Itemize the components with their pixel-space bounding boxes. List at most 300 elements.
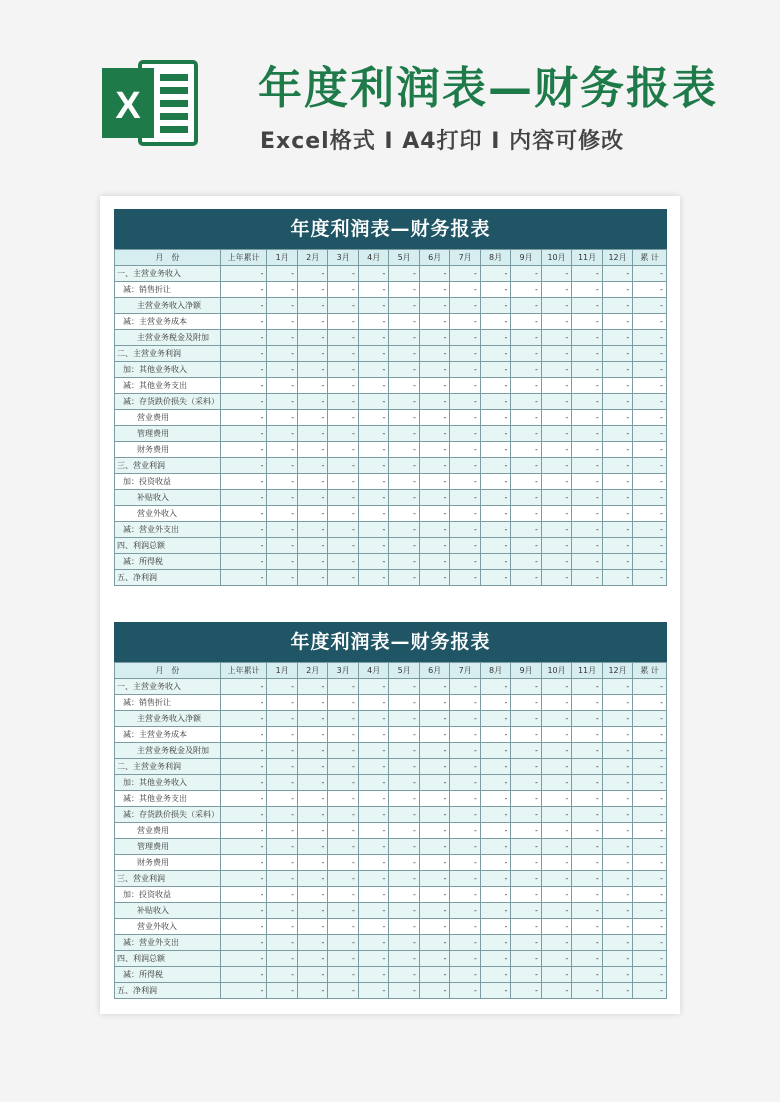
value-cell[interactable]: - [480, 759, 510, 775]
value-cell[interactable]: - [389, 935, 419, 951]
value-cell[interactable]: - [419, 506, 449, 522]
value-cell[interactable]: - [358, 983, 388, 999]
value-cell[interactable]: - [450, 298, 480, 314]
value-cell[interactable]: - [220, 570, 267, 586]
value-cell[interactable]: - [480, 679, 510, 695]
value-cell[interactable]: - [572, 554, 602, 570]
value-cell[interactable]: - [267, 807, 297, 823]
value-cell[interactable]: - [480, 458, 510, 474]
value-cell[interactable]: - [511, 967, 541, 983]
value-cell[interactable]: - [267, 791, 297, 807]
value-cell[interactable]: - [297, 967, 327, 983]
value-cell[interactable]: - [450, 330, 480, 346]
value-cell[interactable]: - [511, 759, 541, 775]
value-cell[interactable]: - [358, 839, 388, 855]
value-cell[interactable]: - [419, 394, 449, 410]
value-cell[interactable]: - [480, 474, 510, 490]
value-cell[interactable]: - [297, 522, 327, 538]
value-cell[interactable]: - [633, 919, 667, 935]
value-cell[interactable]: - [419, 442, 449, 458]
value-cell[interactable]: - [297, 410, 327, 426]
value-cell[interactable]: - [358, 775, 388, 791]
value-cell[interactable]: - [541, 314, 571, 330]
value-cell[interactable]: - [480, 426, 510, 442]
value-cell[interactable]: - [297, 711, 327, 727]
value-cell[interactable]: - [389, 330, 419, 346]
value-cell[interactable]: - [480, 522, 510, 538]
value-cell[interactable]: - [541, 791, 571, 807]
value-cell[interactable]: - [328, 458, 358, 474]
value-cell[interactable]: - [480, 983, 510, 999]
value-cell[interactable]: - [450, 506, 480, 522]
value-cell[interactable]: - [220, 951, 267, 967]
value-cell[interactable]: - [511, 410, 541, 426]
value-cell[interactable]: - [480, 442, 510, 458]
value-cell[interactable]: - [220, 839, 267, 855]
value-cell[interactable]: - [511, 871, 541, 887]
value-cell[interactable]: - [480, 935, 510, 951]
value-cell[interactable]: - [511, 727, 541, 743]
value-cell[interactable]: - [358, 346, 388, 362]
value-cell[interactable]: - [267, 394, 297, 410]
value-cell[interactable]: - [297, 474, 327, 490]
value-cell[interactable]: - [328, 903, 358, 919]
value-cell[interactable]: - [480, 314, 510, 330]
value-cell[interactable]: - [450, 743, 480, 759]
value-cell[interactable]: - [572, 743, 602, 759]
value-cell[interactable]: - [633, 362, 667, 378]
value-cell[interactable]: - [328, 394, 358, 410]
value-cell[interactable]: - [511, 743, 541, 759]
value-cell[interactable]: - [602, 727, 632, 743]
value-cell[interactable]: - [450, 378, 480, 394]
value-cell[interactable]: - [389, 346, 419, 362]
value-cell[interactable]: - [450, 791, 480, 807]
value-cell[interactable]: - [511, 791, 541, 807]
value-cell[interactable]: - [419, 807, 449, 823]
value-cell[interactable]: - [297, 775, 327, 791]
value-cell[interactable]: - [633, 346, 667, 362]
value-cell[interactable]: - [389, 775, 419, 791]
value-cell[interactable]: - [480, 839, 510, 855]
value-cell[interactable]: - [358, 570, 388, 586]
value-cell[interactable]: - [572, 711, 602, 727]
value-cell[interactable]: - [602, 871, 632, 887]
value-cell[interactable]: - [633, 983, 667, 999]
value-cell[interactable]: - [511, 679, 541, 695]
value-cell[interactable]: - [267, 983, 297, 999]
value-cell[interactable]: - [511, 394, 541, 410]
value-cell[interactable]: - [419, 346, 449, 362]
value-cell[interactable]: - [602, 522, 632, 538]
value-cell[interactable]: - [297, 951, 327, 967]
value-cell[interactable]: - [419, 871, 449, 887]
value-cell[interactable]: - [297, 554, 327, 570]
value-cell[interactable]: - [572, 266, 602, 282]
value-cell[interactable]: - [450, 935, 480, 951]
value-cell[interactable]: - [328, 506, 358, 522]
value-cell[interactable]: - [419, 330, 449, 346]
value-cell[interactable]: - [572, 855, 602, 871]
value-cell[interactable]: - [572, 887, 602, 903]
value-cell[interactable]: - [602, 983, 632, 999]
value-cell[interactable]: - [220, 775, 267, 791]
value-cell[interactable]: - [389, 695, 419, 711]
value-cell[interactable]: - [297, 490, 327, 506]
value-cell[interactable]: - [450, 474, 480, 490]
value-cell[interactable]: - [419, 570, 449, 586]
value-cell[interactable]: - [419, 791, 449, 807]
value-cell[interactable]: - [419, 554, 449, 570]
value-cell[interactable]: - [541, 711, 571, 727]
value-cell[interactable]: - [602, 346, 632, 362]
value-cell[interactable]: - [450, 266, 480, 282]
value-cell[interactable]: - [511, 554, 541, 570]
value-cell[interactable]: - [220, 983, 267, 999]
value-cell[interactable]: - [220, 506, 267, 522]
value-cell[interactable]: - [480, 727, 510, 743]
value-cell[interactable]: - [511, 538, 541, 554]
value-cell[interactable]: - [480, 410, 510, 426]
value-cell[interactable]: - [572, 903, 602, 919]
value-cell[interactable]: - [572, 759, 602, 775]
value-cell[interactable]: - [267, 711, 297, 727]
value-cell[interactable]: - [297, 727, 327, 743]
value-cell[interactable]: - [328, 711, 358, 727]
value-cell[interactable]: - [633, 791, 667, 807]
value-cell[interactable]: - [220, 314, 267, 330]
value-cell[interactable]: - [328, 490, 358, 506]
value-cell[interactable]: - [389, 743, 419, 759]
value-cell[interactable]: - [328, 823, 358, 839]
value-cell[interactable]: - [267, 727, 297, 743]
value-cell[interactable]: - [602, 791, 632, 807]
value-cell[interactable]: - [328, 282, 358, 298]
value-cell[interactable]: - [633, 775, 667, 791]
value-cell[interactable]: - [267, 695, 297, 711]
value-cell[interactable]: - [267, 887, 297, 903]
value-cell[interactable]: - [297, 679, 327, 695]
value-cell[interactable]: - [602, 759, 632, 775]
value-cell[interactable]: - [480, 823, 510, 839]
value-cell[interactable]: - [389, 759, 419, 775]
value-cell[interactable]: - [328, 442, 358, 458]
value-cell[interactable]: - [328, 791, 358, 807]
value-cell[interactable]: - [633, 823, 667, 839]
value-cell[interactable]: - [602, 442, 632, 458]
value-cell[interactable]: - [633, 314, 667, 330]
value-cell[interactable]: - [358, 298, 388, 314]
value-cell[interactable]: - [220, 394, 267, 410]
value-cell[interactable]: - [633, 554, 667, 570]
value-cell[interactable]: - [480, 538, 510, 554]
value-cell[interactable]: - [358, 887, 388, 903]
value-cell[interactable]: - [633, 951, 667, 967]
value-cell[interactable]: - [328, 554, 358, 570]
value-cell[interactable]: - [220, 410, 267, 426]
value-cell[interactable]: - [541, 807, 571, 823]
value-cell[interactable]: - [328, 807, 358, 823]
value-cell[interactable]: - [511, 711, 541, 727]
value-cell[interactable]: - [541, 538, 571, 554]
value-cell[interactable]: - [220, 282, 267, 298]
value-cell[interactable]: - [297, 807, 327, 823]
value-cell[interactable]: - [267, 458, 297, 474]
value-cell[interactable]: - [541, 490, 571, 506]
value-cell[interactable]: - [511, 855, 541, 871]
value-cell[interactable]: - [358, 807, 388, 823]
value-cell[interactable]: - [358, 871, 388, 887]
value-cell[interactable]: - [511, 298, 541, 314]
value-cell[interactable]: - [389, 823, 419, 839]
value-cell[interactable]: - [358, 919, 388, 935]
value-cell[interactable]: - [572, 951, 602, 967]
value-cell[interactable]: - [541, 919, 571, 935]
value-cell[interactable]: - [450, 522, 480, 538]
value-cell[interactable]: - [480, 266, 510, 282]
value-cell[interactable]: - [602, 967, 632, 983]
value-cell[interactable]: - [450, 679, 480, 695]
value-cell[interactable]: - [358, 506, 388, 522]
value-cell[interactable]: - [602, 298, 632, 314]
value-cell[interactable]: - [633, 458, 667, 474]
value-cell[interactable]: - [602, 314, 632, 330]
value-cell[interactable]: - [389, 442, 419, 458]
value-cell[interactable]: - [419, 522, 449, 538]
value-cell[interactable]: - [572, 506, 602, 522]
value-cell[interactable]: - [419, 282, 449, 298]
value-cell[interactable]: - [389, 474, 419, 490]
value-cell[interactable]: - [328, 410, 358, 426]
value-cell[interactable]: - [419, 951, 449, 967]
value-cell[interactable]: - [220, 871, 267, 887]
value-cell[interactable]: - [633, 887, 667, 903]
value-cell[interactable]: - [328, 426, 358, 442]
value-cell[interactable]: - [511, 951, 541, 967]
value-cell[interactable]: - [480, 871, 510, 887]
value-cell[interactable]: - [297, 935, 327, 951]
value-cell[interactable]: - [511, 458, 541, 474]
value-cell[interactable]: - [511, 330, 541, 346]
value-cell[interactable]: - [297, 823, 327, 839]
value-cell[interactable]: - [602, 458, 632, 474]
value-cell[interactable]: - [328, 378, 358, 394]
value-cell[interactable]: - [633, 903, 667, 919]
value-cell[interactable]: - [389, 951, 419, 967]
value-cell[interactable]: - [267, 935, 297, 951]
value-cell[interactable]: - [633, 394, 667, 410]
value-cell[interactable]: - [480, 346, 510, 362]
value-cell[interactable]: - [480, 967, 510, 983]
value-cell[interactable]: - [602, 362, 632, 378]
value-cell[interactable]: - [358, 474, 388, 490]
value-cell[interactable]: - [511, 314, 541, 330]
value-cell[interactable]: - [450, 362, 480, 378]
value-cell[interactable]: - [541, 346, 571, 362]
value-cell[interactable]: - [297, 442, 327, 458]
value-cell[interactable]: - [297, 538, 327, 554]
value-cell[interactable]: - [389, 266, 419, 282]
value-cell[interactable]: - [328, 855, 358, 871]
value-cell[interactable]: - [220, 346, 267, 362]
value-cell[interactable]: - [511, 362, 541, 378]
value-cell[interactable]: - [602, 935, 632, 951]
value-cell[interactable]: - [389, 378, 419, 394]
value-cell[interactable]: - [358, 759, 388, 775]
value-cell[interactable]: - [419, 490, 449, 506]
value-cell[interactable]: - [602, 554, 632, 570]
value-cell[interactable]: - [450, 410, 480, 426]
value-cell[interactable]: - [541, 759, 571, 775]
value-cell[interactable]: - [297, 426, 327, 442]
value-cell[interactable]: - [358, 903, 388, 919]
value-cell[interactable]: - [297, 570, 327, 586]
value-cell[interactable]: - [450, 727, 480, 743]
value-cell[interactable]: - [297, 330, 327, 346]
value-cell[interactable]: - [602, 807, 632, 823]
value-cell[interactable]: - [220, 695, 267, 711]
value-cell[interactable]: - [389, 554, 419, 570]
value-cell[interactable]: - [220, 378, 267, 394]
value-cell[interactable]: - [358, 743, 388, 759]
value-cell[interactable]: - [220, 791, 267, 807]
value-cell[interactable]: - [220, 490, 267, 506]
value-cell[interactable]: - [450, 759, 480, 775]
value-cell[interactable]: - [267, 538, 297, 554]
value-cell[interactable]: - [220, 538, 267, 554]
value-cell[interactable]: - [389, 410, 419, 426]
value-cell[interactable]: - [633, 807, 667, 823]
value-cell[interactable]: - [297, 855, 327, 871]
value-cell[interactable]: - [389, 983, 419, 999]
value-cell[interactable]: - [297, 887, 327, 903]
value-cell[interactable]: - [450, 887, 480, 903]
value-cell[interactable]: - [572, 807, 602, 823]
value-cell[interactable]: - [450, 871, 480, 887]
value-cell[interactable]: - [267, 410, 297, 426]
value-cell[interactable]: - [267, 442, 297, 458]
value-cell[interactable]: - [358, 727, 388, 743]
value-cell[interactable]: - [358, 330, 388, 346]
value-cell[interactable]: - [389, 538, 419, 554]
value-cell[interactable]: - [358, 442, 388, 458]
value-cell[interactable]: - [389, 807, 419, 823]
value-cell[interactable]: - [572, 474, 602, 490]
value-cell[interactable]: - [541, 442, 571, 458]
value-cell[interactable]: - [480, 298, 510, 314]
value-cell[interactable]: - [267, 759, 297, 775]
value-cell[interactable]: - [541, 330, 571, 346]
value-cell[interactable]: - [572, 490, 602, 506]
value-cell[interactable]: - [358, 282, 388, 298]
value-cell[interactable]: - [220, 426, 267, 442]
value-cell[interactable]: - [511, 903, 541, 919]
value-cell[interactable]: - [419, 967, 449, 983]
value-cell[interactable]: - [419, 378, 449, 394]
value-cell[interactable]: - [450, 314, 480, 330]
value-cell[interactable]: - [389, 871, 419, 887]
value-cell[interactable]: - [419, 727, 449, 743]
value-cell[interactable]: - [328, 871, 358, 887]
value-cell[interactable]: - [419, 458, 449, 474]
value-cell[interactable]: - [511, 775, 541, 791]
value-cell[interactable]: - [511, 426, 541, 442]
value-cell[interactable]: - [419, 919, 449, 935]
value-cell[interactable]: - [572, 791, 602, 807]
value-cell[interactable]: - [541, 474, 571, 490]
value-cell[interactable]: - [220, 935, 267, 951]
value-cell[interactable]: - [602, 951, 632, 967]
value-cell[interactable]: - [297, 743, 327, 759]
value-cell[interactable]: - [419, 474, 449, 490]
value-cell[interactable]: - [419, 362, 449, 378]
value-cell[interactable]: - [541, 410, 571, 426]
value-cell[interactable]: - [633, 298, 667, 314]
value-cell[interactable]: - [358, 679, 388, 695]
value-cell[interactable]: - [572, 919, 602, 935]
value-cell[interactable]: - [541, 967, 571, 983]
value-cell[interactable]: - [572, 679, 602, 695]
value-cell[interactable]: - [220, 458, 267, 474]
value-cell[interactable]: - [572, 538, 602, 554]
value-cell[interactable]: - [450, 951, 480, 967]
value-cell[interactable]: - [541, 823, 571, 839]
value-cell[interactable]: - [419, 983, 449, 999]
value-cell[interactable]: - [480, 951, 510, 967]
value-cell[interactable]: - [633, 282, 667, 298]
value-cell[interactable]: - [358, 410, 388, 426]
value-cell[interactable]: - [297, 346, 327, 362]
value-cell[interactable]: - [450, 903, 480, 919]
value-cell[interactable]: - [220, 298, 267, 314]
value-cell[interactable]: - [633, 538, 667, 554]
value-cell[interactable]: - [358, 855, 388, 871]
value-cell[interactable]: - [572, 935, 602, 951]
value-cell[interactable]: - [358, 266, 388, 282]
value-cell[interactable]: - [328, 967, 358, 983]
value-cell[interactable]: - [267, 871, 297, 887]
value-cell[interactable]: - [267, 775, 297, 791]
value-cell[interactable]: - [297, 282, 327, 298]
value-cell[interactable]: - [419, 903, 449, 919]
value-cell[interactable]: - [220, 919, 267, 935]
value-cell[interactable]: - [358, 951, 388, 967]
value-cell[interactable]: - [541, 839, 571, 855]
value-cell[interactable]: - [297, 298, 327, 314]
value-cell[interactable]: - [389, 570, 419, 586]
value-cell[interactable]: - [358, 823, 388, 839]
value-cell[interactable]: - [328, 330, 358, 346]
value-cell[interactable]: - [541, 554, 571, 570]
value-cell[interactable]: - [633, 743, 667, 759]
value-cell[interactable]: - [450, 919, 480, 935]
value-cell[interactable]: - [389, 458, 419, 474]
value-cell[interactable]: - [267, 282, 297, 298]
value-cell[interactable]: - [572, 522, 602, 538]
value-cell[interactable]: - [541, 426, 571, 442]
value-cell[interactable]: - [220, 442, 267, 458]
value-cell[interactable]: - [220, 967, 267, 983]
value-cell[interactable]: - [541, 743, 571, 759]
value-cell[interactable]: - [602, 695, 632, 711]
value-cell[interactable]: - [267, 903, 297, 919]
value-cell[interactable]: - [480, 775, 510, 791]
value-cell[interactable]: - [267, 951, 297, 967]
value-cell[interactable]: - [297, 266, 327, 282]
value-cell[interactable]: - [389, 887, 419, 903]
value-cell[interactable]: - [541, 935, 571, 951]
value-cell[interactable]: - [511, 474, 541, 490]
